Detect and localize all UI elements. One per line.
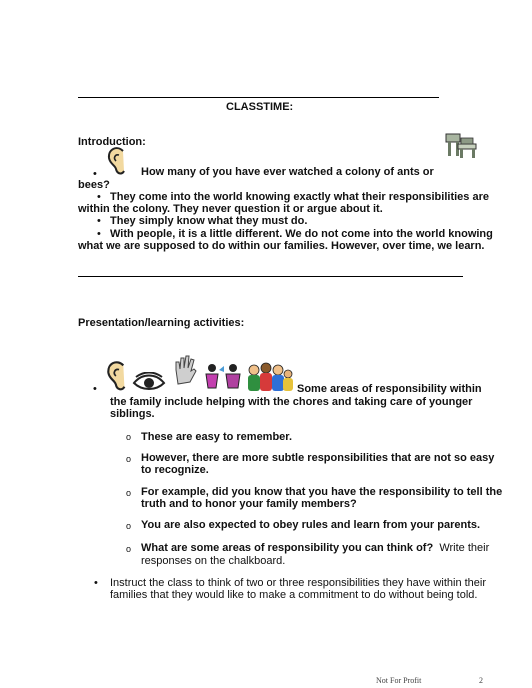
presentation-main-line-2: the family include helping with the chores and taking care of younger	[110, 396, 473, 408]
sub-bullet-circle: o	[126, 454, 132, 464]
ear-icon	[106, 360, 130, 392]
intro-bullet-3: They simply know what they must do.	[110, 215, 308, 227]
bullet-dot: •	[97, 215, 101, 227]
top-rule	[78, 97, 439, 98]
bullet-dot: •	[94, 577, 98, 589]
school-desk-icon	[444, 130, 478, 160]
intro-bullet-2-line-1: They come into the world knowing exactly what their responsibilities are	[110, 191, 489, 203]
bullet-dot: •	[97, 191, 101, 203]
intro-bullet-4-line-2: what we are supposed to do within our families. However, over time, we learn.	[78, 240, 485, 252]
intro-bullet-4-line-1: With people, it is a little different. We do not come into the world knowing	[110, 228, 493, 240]
sub-bullet-2-line-2: to recognize.	[141, 464, 209, 476]
sub-bullet-2-line-1: However, there are more subtle responsibilities that are not so easy	[141, 452, 495, 464]
sub-bullet-circle: o	[126, 521, 132, 531]
sub-bullet-circle: o	[126, 488, 132, 498]
footer-note: Not For Profit	[376, 676, 422, 685]
instruction-line-2: families that they would like to make a commitment to do without being told.	[110, 589, 478, 601]
sub-bullet-5-line-1	[141, 542, 489, 555]
hand-icon	[172, 354, 198, 386]
sub-bullet-circle: o	[126, 544, 132, 554]
sub-bullet-3-line-1: For example, did you know that you have the responsibility to tell the	[141, 486, 503, 498]
bullet-dot: •	[93, 383, 97, 395]
bullet-dot: •	[93, 168, 97, 180]
people-talking-icon	[202, 362, 244, 392]
sub-bullet-5-instruction: Write their	[439, 542, 490, 554]
sub-bullet-5-line-2: responses on the chalkboard.	[141, 555, 286, 567]
bullet-dot: •	[97, 228, 101, 240]
presentation-main-line-3: siblings.	[110, 408, 155, 420]
intro-bullet-1-line-1: How many of you have ever watched a colony of ants or	[141, 166, 434, 178]
presentation-label: Presentation/learning activities:	[78, 317, 245, 329]
sub-bullet-3-line-2: truth and to honor your family members?	[141, 498, 357, 510]
intro-label: Introduction:	[78, 136, 146, 148]
presentation-main-line-1: Some areas of responsibility within	[297, 383, 482, 395]
page-number: 2	[479, 676, 483, 685]
page-heading: CLASSTIME:	[226, 101, 294, 113]
intro-bullet-2-line-2: within the colony. They never question it or argue about it.	[78, 203, 383, 215]
sub-bullet-4: You are also expected to obey rules and learn from your parents.	[141, 519, 481, 531]
ear-icon	[107, 146, 129, 176]
sub-bullet-1: These are easy to remember.	[141, 431, 293, 443]
sub-bullet-circle: o	[126, 432, 132, 442]
eye-icon	[132, 372, 166, 392]
family-group-icon	[246, 362, 294, 394]
instruction-line-1: Instruct the class to think of two or three responsibilities they have within their	[110, 577, 487, 589]
intro-bullet-1-line-2: bees?	[78, 179, 110, 191]
sub-bullet-5-question: What are some areas of responsibility you can think of?	[141, 542, 434, 554]
middle-rule	[78, 276, 463, 277]
